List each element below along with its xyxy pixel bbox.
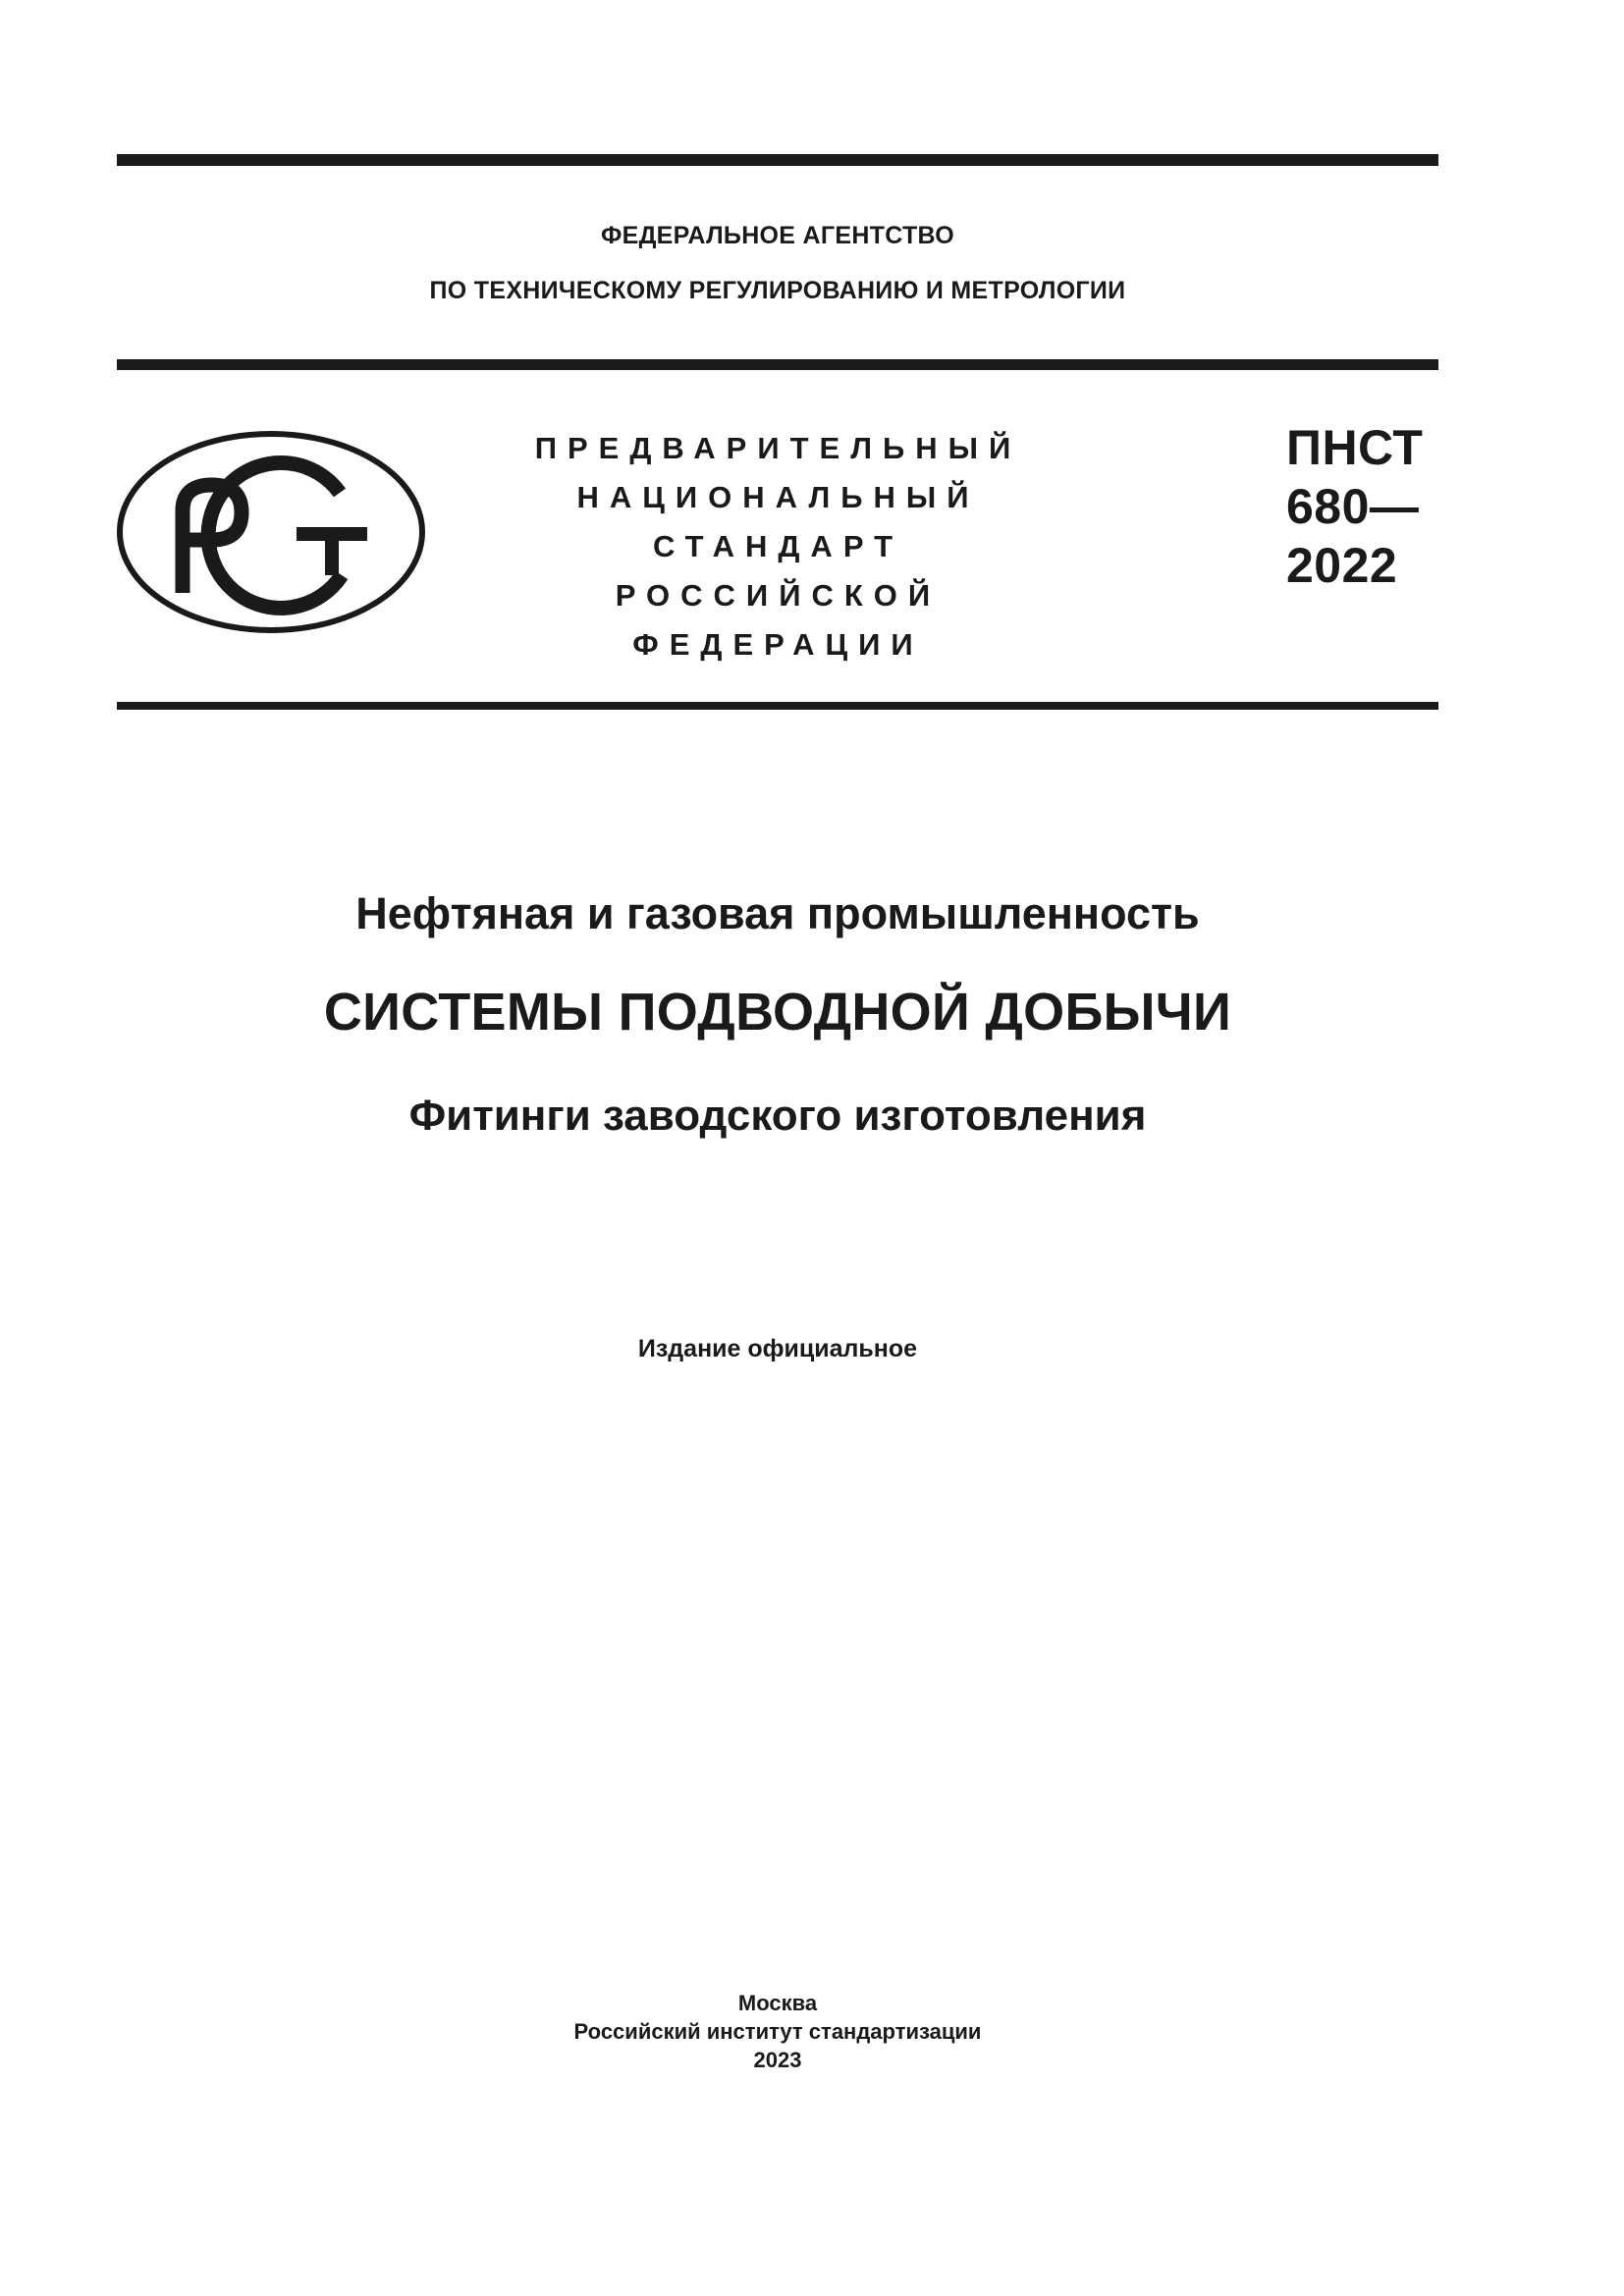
bottom-rule (117, 702, 1438, 710)
standard-code-line: 2022 (1286, 538, 1398, 593)
imprint-year: 2023 (753, 2048, 802, 2072)
rst-gost-mark-icon (116, 428, 430, 636)
standard-code-line: 680— (1286, 479, 1420, 534)
standard-kind-line: РОССИЙСКОЙ (615, 578, 942, 613)
main-title: СИСТЕМЫ ПОДВОДНОЙ ДОБЫЧИ (323, 983, 1232, 1041)
imprint-publisher: Российский институт стандартизации (573, 2019, 982, 2044)
standard-code-line: ПНСТ (1286, 420, 1424, 475)
top-rule (117, 154, 1438, 166)
industry-title: Нефтяная и газовая промышленность (355, 888, 1200, 938)
standard-kind-line: НАЦИОНАЛЬНЫЙ (576, 480, 980, 514)
middle-rule (117, 359, 1438, 370)
standard-kind-line: ПРЕДВАРИТЕЛЬНЫЙ (534, 431, 1022, 465)
standard-code (1286, 418, 1423, 595)
standard-kind-line: ФЕДЕРАЦИИ (632, 627, 924, 662)
agency-name-line-1: ФЕДЕРАЛЬНОЕ АГЕНТСТВО (600, 222, 955, 249)
imprint-city: Москва (737, 1991, 818, 2015)
standard-kind-line: СТАНДАРТ (652, 529, 904, 563)
agency-name-line-2: ПО ТЕХНИЧЕСКОМУ РЕГУЛИРОВАНИЮ И МЕТРОЛОГИИ (429, 277, 1126, 304)
subtitle: Фитинги заводского изготовления (408, 1092, 1147, 1140)
edition-label: Издание официальное (637, 1335, 918, 1362)
standard-kind (511, 424, 1046, 669)
